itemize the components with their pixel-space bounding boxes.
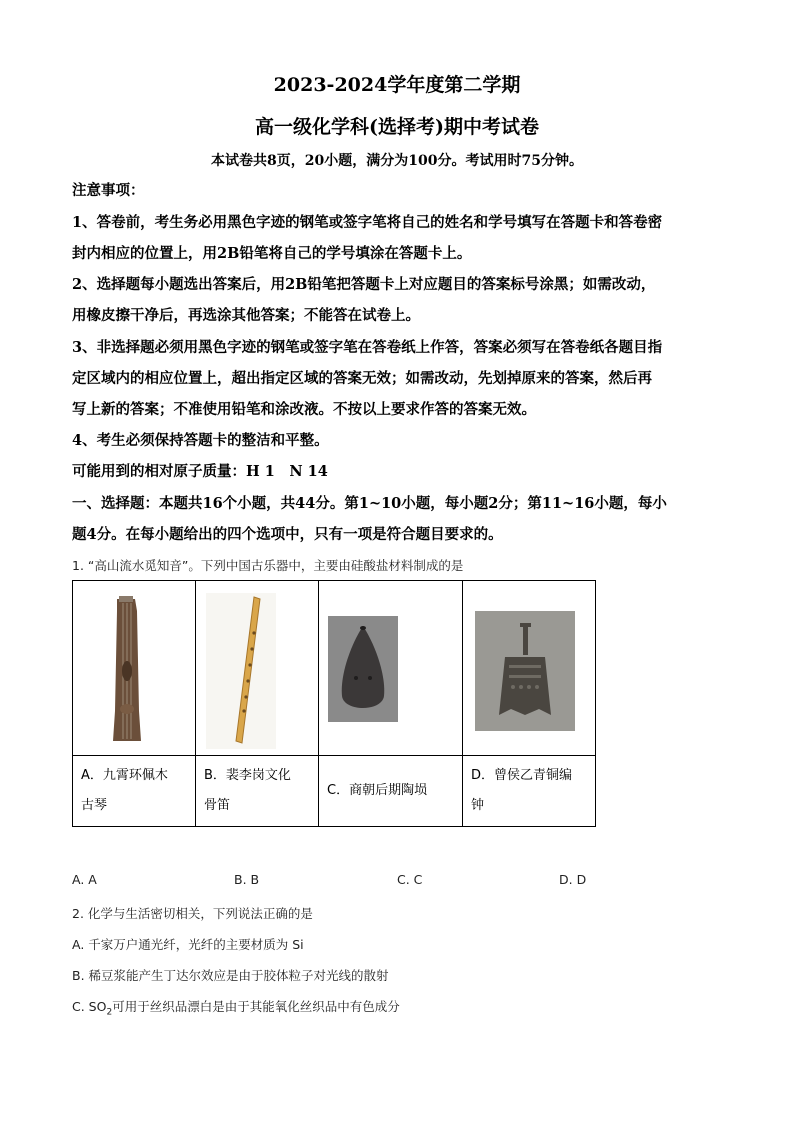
bone-flute-image bbox=[206, 593, 276, 749]
instrument-table bbox=[72, 580, 596, 827]
option-a-caption bbox=[73, 756, 196, 827]
choice-d[interactable]: D. D bbox=[559, 872, 587, 887]
option-b-line-2: 骨笛 bbox=[204, 798, 231, 813]
atomic-mass-line: 可能用到的相对原子质量：H 1 N 14 bbox=[72, 463, 328, 480]
notice-heading: 注意事项： bbox=[72, 182, 145, 199]
notice-item-4: 4、考生必须保持答题卡的整洁和平整。 bbox=[72, 432, 329, 449]
exam-title-subject: 高一级化学科(选择考)期中考试卷 bbox=[255, 116, 539, 138]
notice-item-1-line-1: 1、答卷前，考生务必用黑色字迹的钢笔或签字笔将自己的姓名和学号填写在答题卡和答卷密 bbox=[72, 214, 663, 231]
exam-title-year: 2023-2024学年度第二学期 bbox=[273, 74, 521, 96]
option-a-line-2: 古琴 bbox=[81, 798, 108, 813]
notice-item-3-line-3: 写上新的答案；不准使用铅笔和涂改液。不按以上要求作答的答案无效。 bbox=[72, 401, 536, 418]
option-d-caption bbox=[463, 756, 596, 827]
notice-item-2-line-2: 用橡皮擦干净后，再选涂其他答案；不能答在试卷上。 bbox=[72, 307, 420, 324]
bianzhong-image bbox=[475, 611, 575, 731]
question-2-option-b: B. 稀豆浆能产生丁达尔效应是由于胶体粒子对光线的散射 bbox=[72, 968, 389, 983]
section-1-line-1: 一、选择题：本题共16个小题，共44分。第1~10小题，每小题2分；第11~16小题，每小 bbox=[72, 495, 667, 512]
question-2-option-a: A. 千家万户通光纤，光纤的主要材质为 Si bbox=[72, 937, 304, 952]
option-b-caption bbox=[196, 756, 319, 827]
cell-guqin-image bbox=[73, 581, 196, 756]
option-c-line-1: C．商朝后期陶埙 bbox=[327, 783, 428, 798]
option-c-text: 可用于丝织品漂白是由于其能氧化丝织品中有色成分 bbox=[112, 999, 400, 1014]
question-2-option-c bbox=[72, 997, 400, 1018]
notice-item-1-line-2: 封内相应的位置上，用2B铅笔将自己的学号填涂在答题卡上。 bbox=[72, 245, 472, 262]
notice-item-3-line-2: 定区域内的相应位置上，超出指定区域的答案无效；如需改动，先划掉原来的答案，然后再 bbox=[72, 370, 652, 387]
choice-c[interactable]: C. C bbox=[397, 872, 423, 887]
notice-item-3-line-1: 3、非选择题必须用黑色字迹的钢笔或签字笔在答卷纸上作答，答案必须写在答卷纸各题目指 bbox=[72, 339, 663, 356]
option-b-line-1: B．裴李岗文化 bbox=[204, 768, 291, 783]
option-a-line-1: A．九霄环佩木 bbox=[81, 768, 168, 783]
option-d-line-2: 钟 bbox=[471, 798, 485, 813]
cell-bone-flute-image bbox=[196, 581, 319, 756]
choice-b[interactable]: B. B bbox=[234, 872, 260, 887]
question-1-stem: 1. “高山流水觅知音”。下列中国古乐器中，主要由硅酸盐材料制成的是 bbox=[72, 558, 464, 573]
choice-a[interactable]: A. A bbox=[72, 872, 97, 887]
question-2-stem: 2. 化学与生活密切相关，下列说法正确的是 bbox=[72, 906, 313, 921]
option-c-caption bbox=[319, 756, 463, 827]
cell-xun-image bbox=[319, 581, 463, 756]
exam-subtitle: 本试卷共8页，20小题，满分为100分。考试用时75分钟。 bbox=[211, 153, 583, 169]
option-c-subscript: 2 bbox=[106, 1007, 113, 1018]
option-d-line-1: D．曾侯乙青铜编 bbox=[471, 768, 573, 783]
notice-item-2-line-1: 2、选择题每小题选出答案后，用2B铅笔把答题卡上对应题目的答案标号涂黑；如需改动， bbox=[72, 276, 656, 293]
cell-bianzhong-image bbox=[463, 581, 596, 756]
guqin-image bbox=[83, 591, 171, 751]
section-1-line-2: 题4分。在每小题给出的四个选项中，只有一项是符合题目要求的。 bbox=[72, 526, 503, 543]
xun-image bbox=[328, 616, 398, 722]
option-c-prefix: C. SO bbox=[72, 999, 107, 1014]
